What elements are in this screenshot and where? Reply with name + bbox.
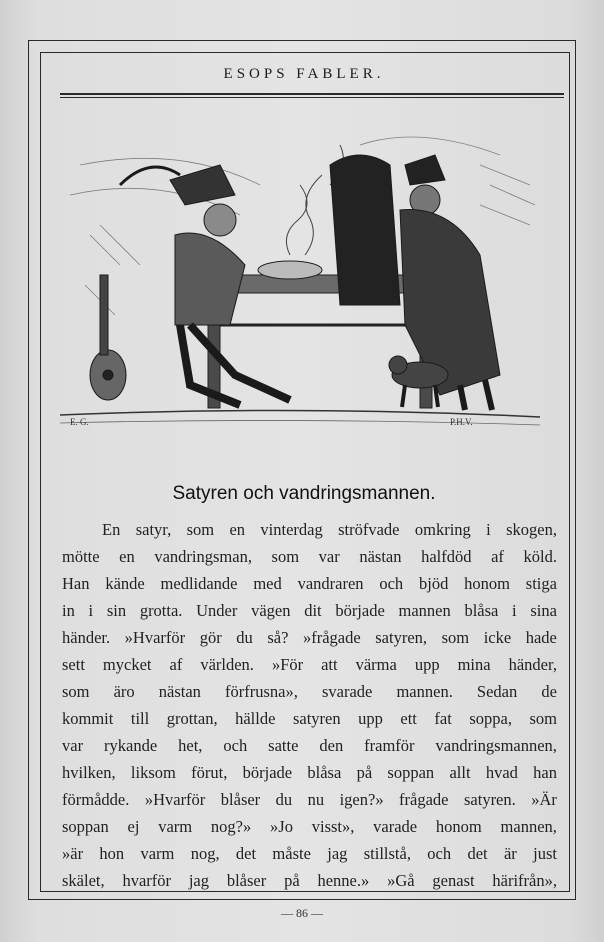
text-line xyxy=(62,516,557,543)
word: »frågade xyxy=(302,628,361,647)
word: En xyxy=(102,520,121,539)
word: halfdöd xyxy=(421,547,472,566)
word: henne.» xyxy=(317,871,370,890)
engraving-illustration xyxy=(60,125,540,435)
word: och xyxy=(223,736,248,755)
word: satte xyxy=(268,736,299,755)
word: grottan, xyxy=(166,709,218,728)
word: genast xyxy=(432,871,475,890)
word: och xyxy=(427,844,452,863)
word: vandringsmannen, xyxy=(435,736,557,755)
word: blåser xyxy=(226,871,267,890)
word: vandraren xyxy=(297,574,364,593)
word: mina xyxy=(457,655,491,674)
word: med xyxy=(253,574,282,593)
running-header: ESOPS FABLER. xyxy=(223,66,385,82)
word: Under xyxy=(196,601,238,620)
text-line xyxy=(62,786,557,813)
text-line xyxy=(62,732,557,759)
word: upp xyxy=(414,655,440,674)
word: som xyxy=(186,520,215,539)
word: ströfvade xyxy=(338,520,400,539)
word: jag xyxy=(327,844,348,863)
word: soppa, xyxy=(469,709,512,728)
word: det xyxy=(467,844,488,863)
word: »Jo xyxy=(270,817,293,836)
word: världen. xyxy=(200,655,254,674)
word: förut, xyxy=(191,763,228,782)
word: omkring xyxy=(414,520,471,539)
word: Sedan xyxy=(476,682,518,701)
word: var xyxy=(62,736,84,755)
word: så? xyxy=(267,628,289,647)
word: liksom xyxy=(130,763,176,782)
word: förmådde. xyxy=(62,790,130,809)
fable-body xyxy=(62,516,557,894)
word: blåsa xyxy=(464,601,499,620)
word: nästan xyxy=(158,682,201,701)
word: hvarför xyxy=(122,871,172,890)
engraver-signature-left: E. G. xyxy=(70,417,89,427)
word: kommit xyxy=(62,709,114,728)
engraver-signature-right: P.H.V. xyxy=(450,417,473,427)
word: i xyxy=(486,520,491,539)
word: »Är xyxy=(531,790,557,809)
word: honom xyxy=(464,574,510,593)
lute xyxy=(90,275,126,400)
word: igen?» xyxy=(339,790,384,809)
word: varade xyxy=(373,817,418,836)
word: mannen. xyxy=(396,682,453,701)
word: frågade xyxy=(399,790,449,809)
word: gör xyxy=(199,628,222,647)
word: på xyxy=(284,871,300,890)
word: händer, xyxy=(508,655,557,674)
text-line xyxy=(62,867,557,894)
word: mannen xyxy=(398,601,451,620)
word: köld. xyxy=(523,547,557,566)
word: i xyxy=(512,601,517,620)
word: det xyxy=(235,844,257,863)
text-line xyxy=(62,570,557,597)
header-rule xyxy=(60,93,564,95)
word: stillstå, xyxy=(363,844,411,863)
word: »Gå xyxy=(387,871,415,890)
word: till xyxy=(130,709,150,728)
word: af xyxy=(491,547,504,566)
word: grotta. xyxy=(139,601,183,620)
text-line xyxy=(62,624,557,651)
word: just xyxy=(533,844,557,863)
word: vägen xyxy=(251,601,291,620)
word: började xyxy=(335,601,385,620)
word: skogen, xyxy=(506,520,557,539)
word: en xyxy=(229,520,246,539)
word: svarade xyxy=(321,682,373,701)
word: som xyxy=(271,547,300,566)
word: satyr, xyxy=(135,520,172,539)
word: allt xyxy=(449,763,471,782)
word: nästan xyxy=(359,547,402,566)
word: som xyxy=(529,709,557,728)
word: honom xyxy=(435,817,482,836)
text-line xyxy=(62,678,557,705)
text-line xyxy=(62,597,557,624)
word: äro xyxy=(113,682,135,701)
word: blåsa xyxy=(307,763,342,782)
word: varm xyxy=(140,844,175,863)
word: »För xyxy=(271,655,304,674)
text-line xyxy=(62,705,557,732)
word: nog?» xyxy=(210,817,252,836)
word: de xyxy=(541,682,557,701)
soup-bowl xyxy=(258,261,322,279)
word: framför xyxy=(364,736,415,755)
word: hvad xyxy=(485,763,518,782)
word: han xyxy=(533,763,557,782)
word: dit xyxy=(304,601,322,620)
word: i xyxy=(88,601,94,620)
word: du xyxy=(236,628,253,647)
word: blåser xyxy=(220,790,261,809)
word: hällde xyxy=(235,709,276,728)
word: soppan xyxy=(387,763,435,782)
word: jag xyxy=(188,871,210,890)
word: in xyxy=(62,601,75,620)
word: att xyxy=(321,655,338,674)
word: var xyxy=(318,547,340,566)
text-line xyxy=(62,840,557,867)
word: mötte xyxy=(62,547,100,566)
word: härifrån», xyxy=(492,871,557,890)
page-number: — 86 — xyxy=(281,906,323,920)
word: visst», xyxy=(311,817,355,836)
word: fat xyxy=(434,709,452,728)
word: ett xyxy=(400,709,417,728)
word: satyren xyxy=(292,709,341,728)
word: förfrusna», xyxy=(225,682,298,701)
word: ej xyxy=(127,817,140,836)
word: satyren, xyxy=(375,628,428,647)
text-line xyxy=(62,813,557,840)
word: vinterdag xyxy=(260,520,323,539)
word: medlidande xyxy=(160,574,238,593)
word: vandringsman, xyxy=(154,547,252,566)
word: af xyxy=(169,655,183,674)
word: het, xyxy=(178,736,203,755)
word: mannen, xyxy=(500,817,557,836)
text-line xyxy=(62,651,557,678)
word: är xyxy=(503,844,517,863)
word: skälet, xyxy=(62,871,105,890)
word: upp xyxy=(358,709,383,728)
word: mycket xyxy=(102,655,152,674)
word: Han xyxy=(62,574,90,593)
word: måste xyxy=(272,844,311,863)
word: kände xyxy=(105,574,145,593)
word: varm xyxy=(158,817,193,836)
word: sin xyxy=(106,601,127,620)
word: som xyxy=(62,682,90,701)
word: nog, xyxy=(190,844,220,863)
word: soppan xyxy=(62,817,109,836)
fable-title: Satyren och vandringsmannen. xyxy=(172,483,436,504)
word: bjöd xyxy=(418,574,449,593)
word: »är xyxy=(62,844,84,863)
word: sina xyxy=(530,601,557,620)
word: sett xyxy=(62,655,85,674)
header-rule-thin xyxy=(60,97,564,98)
word: som xyxy=(441,628,470,647)
word: en xyxy=(119,547,135,566)
word: den xyxy=(319,736,344,755)
word: rykande xyxy=(104,736,158,755)
word: »Hvarför xyxy=(144,790,206,809)
word: händer. xyxy=(62,628,111,647)
word: stiga xyxy=(525,574,557,593)
word: du xyxy=(275,790,293,809)
word: började xyxy=(242,763,293,782)
text-line xyxy=(62,543,557,570)
word: värma xyxy=(355,655,397,674)
word: »Hvarför xyxy=(124,628,186,647)
word: hvilken, xyxy=(62,763,116,782)
word: och xyxy=(379,574,404,593)
text-line xyxy=(62,759,557,786)
word: hon xyxy=(99,844,125,863)
word: hade xyxy=(525,628,557,647)
word: icke xyxy=(483,628,512,647)
word: nu xyxy=(307,790,325,809)
word: på xyxy=(356,763,373,782)
word: satyren. xyxy=(463,790,516,809)
